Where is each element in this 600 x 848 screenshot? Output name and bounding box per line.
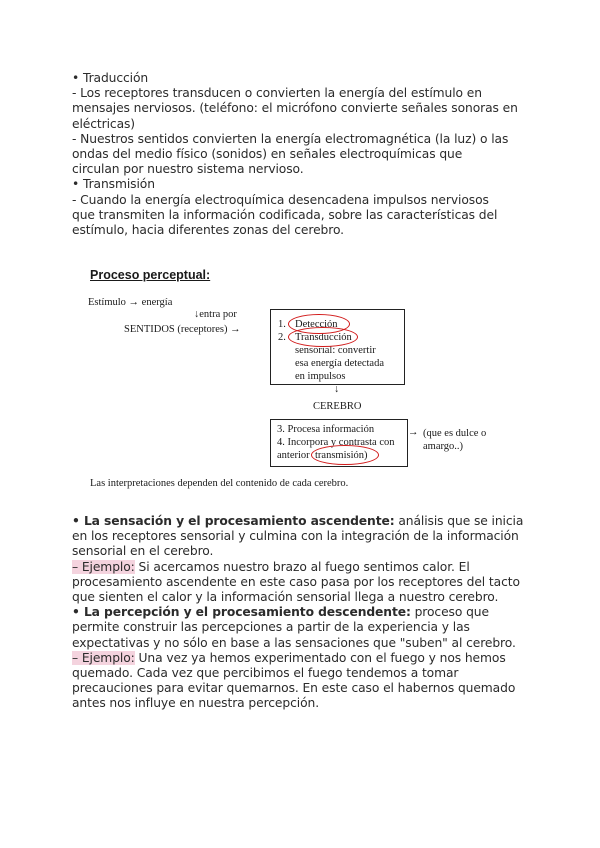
enters-label: ↓entra por — [194, 309, 237, 320]
processing-text — [72, 514, 532, 712]
red-circle-annotation — [288, 327, 358, 347]
example-text: Una vez ya hemos experimentado con el fuego y nos hemos quemado. Cada vez que percibimos el fuego tendemos a tomar precauciones para evitar quemarnos. En este caso el habernos quemado antes nos influye en nuestra percepción. — [72, 650, 516, 711]
step-transduction: Transducción — [295, 332, 352, 343]
paragraph-descendente — [72, 605, 532, 651]
text-line: ondas del medio físico (sonidos) en señales electroquímicas que — [72, 147, 463, 162]
side-note: (que es dulce o — [423, 428, 487, 439]
text-line: eléctricas) — [72, 116, 136, 131]
paragraph-ascendente — [72, 514, 532, 560]
heading-traduccion: • Traducción — [72, 71, 149, 85]
example-2 — [72, 651, 532, 712]
example-text: Si acercamos nuestro brazo al fuego sentimos calor. El procesamiento ascendente en este caso pasa por los receptores del tacto que sienten el calor y la información sensorial llega a nuestro cerebro. — [72, 559, 520, 605]
example-label: – Ejemplo: — [72, 559, 135, 574]
example-1 — [72, 560, 532, 606]
brain-process-box — [270, 419, 408, 467]
ascendente-heading: • La sensación y el procesamiento ascendente: — [72, 514, 395, 528]
stimulus-label: Estímulo → energía — [88, 297, 173, 308]
side-arrow: → — [408, 427, 419, 438]
side-note: amargo..) — [423, 441, 464, 452]
transduction-desc: sensorial: convertir — [295, 345, 376, 356]
text-line: que transmiten la información codificada, sobre las características del — [72, 207, 498, 222]
step-4: 4. Incorpora y contrasta con — [277, 437, 395, 448]
text-line: - Nuestros sentidos convierten la energía electromagnética (la luz) o las — [72, 131, 509, 146]
text-line: - Cuando la energía electroquímica desencadena impulsos nerviosos — [72, 192, 489, 207]
text-line: estímulo, hacia diferentes zonas del cerebro. — [72, 223, 344, 238]
diagram-footer: Las interpretaciones dependen del contenido de cada cerebro. — [90, 478, 349, 489]
ascendente-text: análisis que se inicia en los receptores sensorial y culmina con la integración de la información sensorial en el cerebro. — [72, 514, 524, 559]
transduction-desc: esa energía detectada — [295, 358, 384, 369]
text-line: mensajes nerviosos. (teléfono: el micrófono convierte señales sonoras en — [72, 101, 518, 116]
text-line: circulan por nuestro sistema nervioso. — [72, 162, 304, 177]
example-label: – Ejemplo: — [72, 650, 135, 665]
step-2-number: 2. — [278, 332, 286, 343]
diagram-title: Proceso perceptual: — [90, 268, 211, 282]
step-detection: Detección — [295, 319, 338, 330]
step-transmission: transmisión) — [315, 450, 368, 461]
step-4-cont: anterior — [277, 450, 310, 461]
senses-label: SENTIDOS (receptores) → — [124, 324, 241, 335]
perceptual-process-diagram — [88, 262, 528, 497]
transduction-desc: en impulsos — [295, 371, 346, 382]
down-arrow: ↓ — [334, 384, 340, 395]
text-line: - Los receptores transducen o convierten la energía del estímulo en — [72, 86, 482, 101]
red-circle-annotation — [311, 445, 379, 465]
intro-text — [72, 71, 532, 238]
step-3: 3. Procesa información — [277, 424, 375, 435]
descendente-heading: • La percepción y el procesamiento descendente: — [72, 605, 411, 620]
brain-label: CEREBRO — [313, 401, 362, 412]
heading-transmision: • Transmisión — [72, 177, 155, 192]
descendente-text: proceso que permite construir las percepciones a partir de la experiencia y las expectativas y no sólo en base a las sensaciones que "suben" al cerebro. — [72, 605, 516, 650]
detection-box — [270, 309, 405, 385]
step-1-number: 1. — [278, 319, 286, 330]
